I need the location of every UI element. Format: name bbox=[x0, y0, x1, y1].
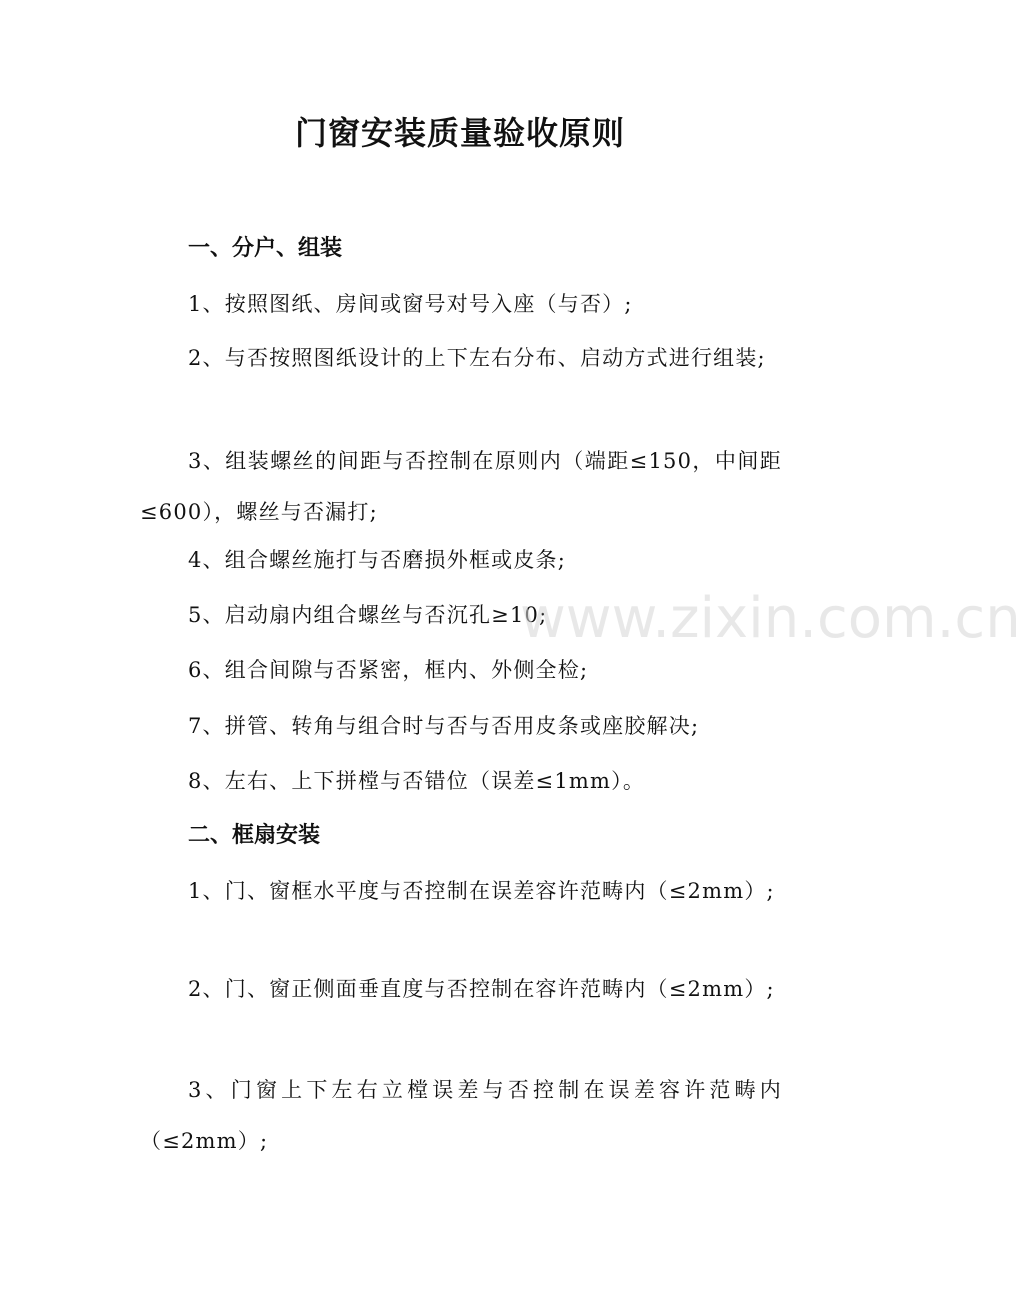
list-item: 8、左右、上下拼樘与否错位（误差≤1mm）。 bbox=[188, 769, 646, 793]
watermark-text: www.zixin.com.cn bbox=[520, 586, 1021, 651]
list-item: 4、组合螺丝施打与否磨损外框或皮条; bbox=[188, 548, 567, 572]
list-item: 1、门、窗框水平度与否控制在误差容许范畴内（≤2mm）; bbox=[188, 879, 775, 903]
list-item: 3、门窗上下左右立樘误差与否控制在误差容许范畴内（≤2mm）; bbox=[140, 1078, 782, 1153]
section-heading-frame-install: 二、框扇安装 bbox=[188, 823, 321, 848]
list-item: 2、与否按照图纸设计的上下左右分布、启动方式进行组装; bbox=[188, 346, 766, 370]
section-heading-assembly: 一、分户、组装 bbox=[188, 236, 343, 261]
list-item: 6、组合间隙与否紧密，框内、外侧全检; bbox=[188, 658, 589, 682]
list-item: 3、组装螺丝的间距与否控制在原则内（端距≤150，中间距≤600），螺丝与否漏打; bbox=[140, 449, 782, 524]
list-item: 5、启动扇内组合螺丝与否沉孔≥10; bbox=[188, 603, 548, 627]
list-item: 1、按照图纸、房间或窗号对号入座（与否）; bbox=[188, 292, 633, 316]
list-item: 7、拼管、转角与组合时与否与否用皮条或座胶解决; bbox=[188, 714, 700, 738]
document-title: 门窗安装质量验收原则 bbox=[294, 114, 625, 152]
list-item: 2、门、窗正侧面垂直度与否控制在容许范畴内（≤2mm）; bbox=[188, 977, 775, 1001]
